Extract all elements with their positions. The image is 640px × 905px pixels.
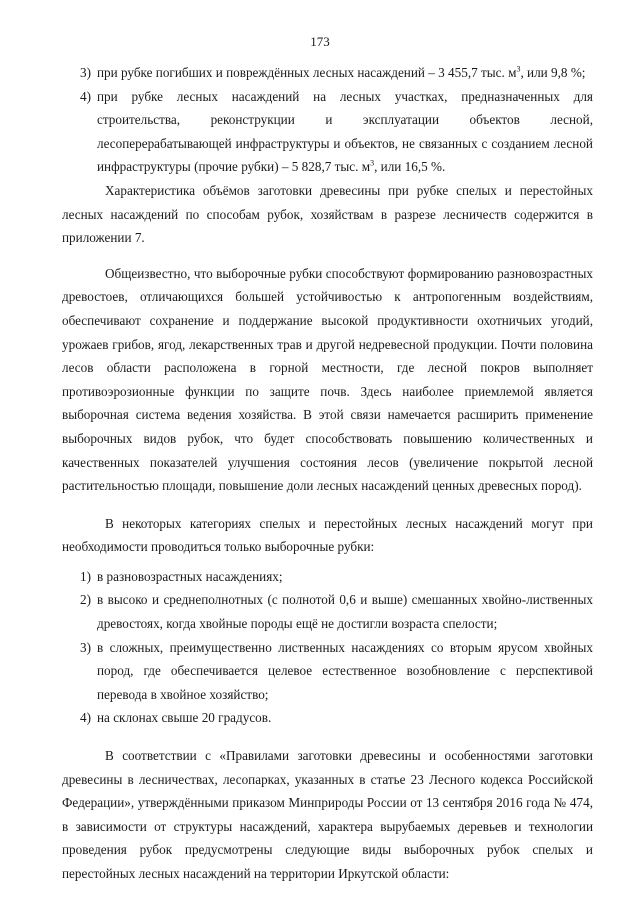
list-item-text: в высоко и среднеполнотных (с полнотой 0,6 и выше) смешанных хвойно-лиственных древостоях, когда хвойные породы ещё не достигли возраста спелости; bbox=[97, 592, 593, 632]
list-item-text-end: , или 16,5 %. bbox=[374, 159, 446, 175]
page-number: 173 bbox=[310, 34, 330, 49]
paragraph-selective-cutting-benefits: Общеизвестно, что выборочные рубки способствуют формированию разновозрастных древостоев, отличающихся большей устойчивостью к антропогенным воздействиям, обеспечивают сохранение и поддержание высокой продуктивности охотничьих угодий, урожаев грибов, ягод, лекарственных трав и другой недревесной продукции. Почти половина лесов области расположена в горной местности, где лесной покров выполняет противоэрозионные функции по защите почв. Здесь наиболее приемлемой является выборочная система ведения хозяйства. В этой связи намечается расширить применение выборочных видов рубок, что будет способствовать повышению количественных и качественных показателей улучшения состояния лесов (увеличение покрытой лесной растительностью площади, повышение доли лесных насаждений ценных древесных пород). bbox=[62, 265, 593, 494]
spacer bbox=[62, 498, 593, 512]
list-item-text: в разновозрастных насаждениях; bbox=[97, 568, 283, 584]
list-item-text: при рубке лесных насаждений на лесных участках, предназначенных для строительства, реконструкции и эксплуатации объектов лесной, лесоперерабатывающей инфраструктуры и объектов, не связанных с созданием лесной инфраструктуры (прочие рубки) – 5 828,7 тыс. м bbox=[97, 88, 593, 175]
list-item bbox=[62, 61, 593, 85]
paragraph-harvesting-rules: В соответствии с «Правилами заготовки древесины и особенностями заготовки древесины в лесничествах, лесопарках, указанных в статье 23 Лесного кодекса Российской Федерации», утверждёнными приказом Минприроды России от 13 сентября 2016 года № 474, в зависимости от структуры насаждений, характера вырубаемых деревьев и технологии проведения рубок предусмотрены следующие виды выборочных рубок спелых и перестойных лесных насаждений на территории Иркутской области: bbox=[62, 748, 593, 881]
spacer bbox=[62, 250, 593, 262]
list-item bbox=[62, 706, 593, 730]
list-item-text: на склонах свыше 20 градусов. bbox=[97, 710, 272, 726]
superscript-unit: 3 bbox=[516, 64, 521, 74]
spacer bbox=[62, 730, 593, 744]
list-item-text: при рубке погибших и повреждённых лесных насаждений – 3 455,7 тыс. м bbox=[97, 65, 517, 80]
list-item-number: 3) bbox=[80, 639, 91, 655]
list-item-number: 4) bbox=[80, 710, 91, 726]
list-item-number: 2) bbox=[80, 592, 91, 608]
selective-cutting-conditions-list bbox=[62, 565, 593, 730]
list-item-text-end: , или 9,8 %; bbox=[520, 65, 586, 80]
list-item bbox=[62, 565, 593, 589]
page-content bbox=[62, 61, 593, 886]
list-item bbox=[62, 85, 593, 179]
harvest-volume-list bbox=[62, 61, 593, 179]
list-item-number: 4) bbox=[80, 88, 91, 104]
list-item bbox=[62, 636, 593, 707]
paragraph-appendix-reference: Характеристика объёмов заготовки древесины при рубке спелых и перестойных лесных насаждений по способам рубок, хозяйствам в разрезе лесничеств содержится в приложении 7. bbox=[62, 182, 593, 246]
list-item-text: в сложных, преимущественно лиственных насаждениях со вторым ярусом хвойных пород, где обеспечивается целевое естественное возобновление с перспективой перевода в хвойное хозяйство; bbox=[97, 639, 593, 702]
list-item-number: 1) bbox=[80, 568, 91, 584]
superscript-unit: 3 bbox=[370, 158, 375, 168]
paragraph-selective-categories-intro: В некоторых категориях спелых и перестойных лесных насаждений могут при необходимости проводиться только выборочные рубки: bbox=[62, 515, 593, 555]
list-item-number: 3) bbox=[80, 65, 91, 80]
list-item bbox=[62, 588, 593, 635]
